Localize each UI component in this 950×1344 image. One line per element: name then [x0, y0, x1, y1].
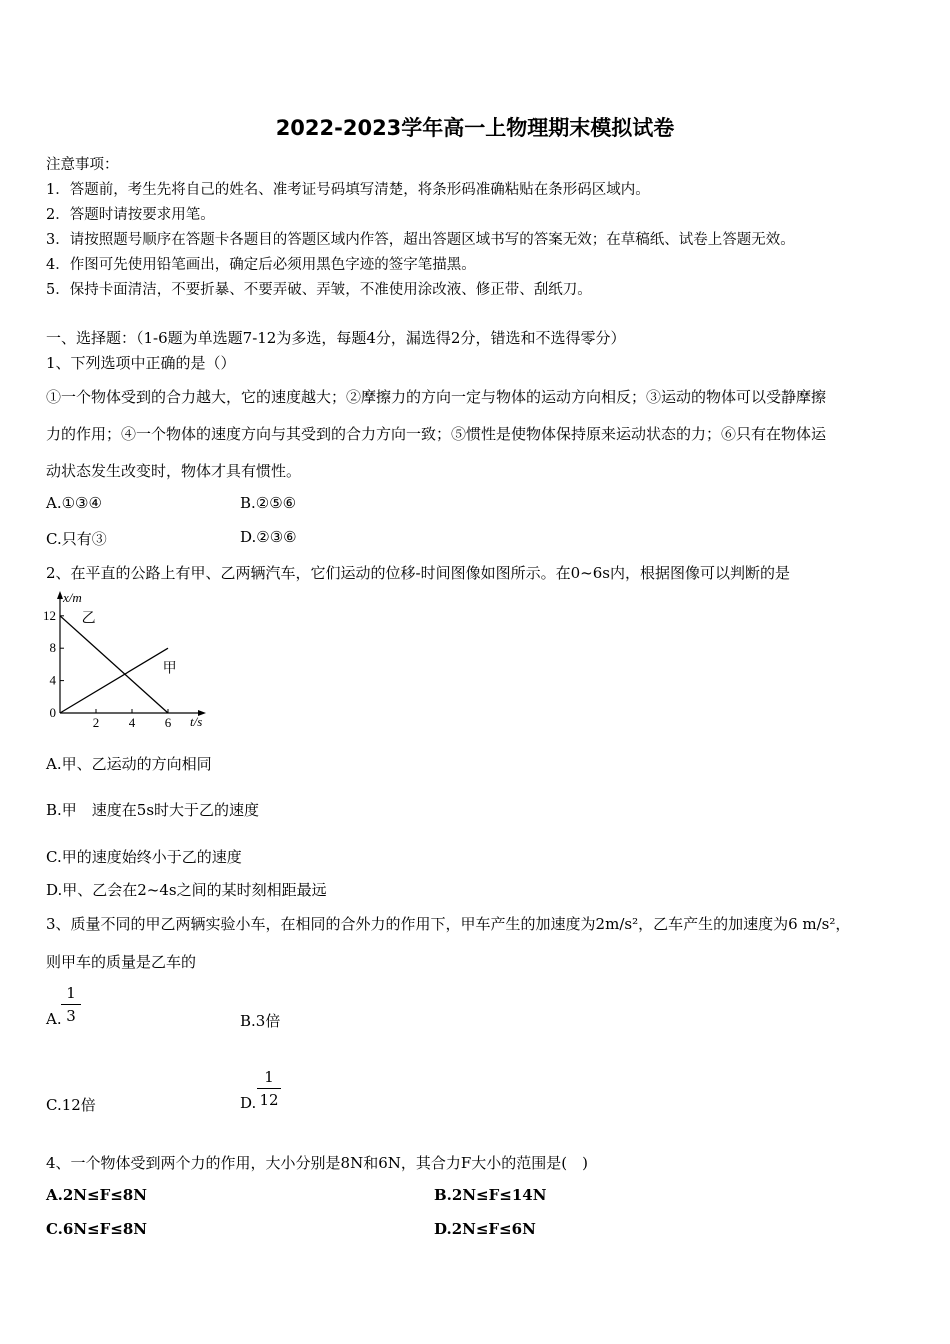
note-item: 3．请按照题号顺序在答题卡各题目的答题区域内作答，超出答题区域书写的答案无效；在草稿纸、试卷上答题无效。	[46, 232, 795, 248]
q1-body-line: 动状态发生改变时，物体才具有惯性。	[46, 462, 302, 480]
q2-option-c: C.甲的速度始终小于乙的速度	[46, 848, 242, 866]
q4-option-b: B.2N≤F≤14N	[434, 1186, 547, 1204]
fraction-bar	[61, 1004, 81, 1005]
q1-option-c: C.只有③	[46, 530, 107, 548]
page-title: 2022-2023学年高一上物理期末模拟试卷	[275, 116, 675, 140]
q4-option-c: C.6N≤F≤8N	[46, 1220, 147, 1238]
fraction-denominator: 3	[66, 1007, 76, 1025]
xt-graph	[40, 586, 220, 731]
series-label: 乙	[81, 611, 96, 627]
q3-option-b: B.3倍	[240, 1012, 281, 1030]
fraction-bar	[257, 1088, 281, 1089]
q3-option-a-fraction	[61, 984, 81, 1025]
x-tick-label: 2	[92, 715, 100, 730]
q4-option-d: D.2N≤F≤6N	[434, 1220, 536, 1238]
q2-option-a: A.甲、乙运动的方向相同	[46, 755, 212, 773]
q3-option-c: C.12倍	[46, 1096, 96, 1114]
q2-option-d: D.甲、乙会在2~4s之间的某时刻相距最远	[46, 881, 327, 899]
x-tick-label: 4	[128, 715, 136, 730]
y-axis-label: x/m	[63, 590, 82, 605]
q1-body-line: ①一个物体受到的合力越大，它的速度越大；②摩擦力的方向一定与物体的运动方向相反；③运动的物体可以受静摩擦	[46, 388, 827, 406]
x-tick-label: 6	[164, 715, 172, 730]
x-axis-label: t/s	[190, 714, 203, 729]
q1-option-a: A.①③④	[46, 494, 102, 512]
q3-option-a-label: A.	[46, 1010, 62, 1028]
origin-label: 0	[49, 705, 56, 720]
q4-stem: 4、一个物体受到两个力的作用，大小分别是8N和6N，其合力F大小的范围是( )	[46, 1154, 588, 1172]
fraction-numerator: 1	[264, 1068, 274, 1086]
series-label: 甲	[162, 661, 177, 677]
q2-option-b: B.甲 速度在5s时大于乙的速度	[46, 801, 260, 819]
y-tick-label: 12	[43, 607, 56, 623]
note-item: 1．答题前，考生先将自己的姓名、准考证号码填写清楚，将条形码准确粘贴在条形码区域内。	[46, 182, 650, 198]
fraction-numerator: 1	[66, 984, 76, 1002]
q1-stem: 1、下列选项中正确的是（）	[46, 354, 236, 372]
fraction-denominator: 12	[259, 1091, 279, 1109]
series-line-1	[60, 648, 168, 713]
q1-option-b: B.②⑤⑥	[240, 494, 297, 512]
note-item: 5．保持卡面清洁，不要折暴、不要弄破、弄皱，不准使用涂改液、修正带、刮纸刀。	[46, 282, 592, 298]
q1-body-line: 力的作用；④一个物体的速度方向与其受到的合力方向一致；⑤惯性是使物体保持原来运动状态的力；⑥只有在物体运	[46, 425, 827, 443]
q4-option-a: A.2N≤F≤8N	[46, 1186, 147, 1204]
q2-stem: 2、在平直的公路上有甲、乙两辆汽车，它们运动的位移-时间图像如图所示。在0~6s内，根据图像可以判断的是	[46, 564, 790, 582]
y-tick-label: 8	[49, 640, 56, 656]
y-tick-label: 4	[49, 672, 56, 688]
section-heading: 一、选择题：（1-6题为单选题7-12为多选，每题4分，漏选得2分，错选和不选得零分）	[46, 329, 626, 347]
q3-option-d-label: D.	[240, 1094, 257, 1112]
note-item: 4．作图可先使用铅笔画出，确定后必须用黑色字迹的签字笔描黑。	[46, 257, 476, 273]
note-item: 2．答题时请按要求用笔。	[46, 207, 215, 223]
q3-stem-line: 则甲车的质量是乙车的	[46, 953, 197, 971]
series-line-0	[60, 616, 168, 713]
q3-stem-line: 3、质量不同的甲乙两辆实验小车，在相同的合外力的作用下，甲车产生的加速度为2m/s²，乙车产生的加速度为6 m/s²，	[46, 915, 851, 933]
notes-heading: 注意事项：	[46, 157, 119, 173]
q3-option-d-fraction	[257, 1068, 281, 1109]
q1-option-d: D.②③⑥	[240, 528, 297, 546]
